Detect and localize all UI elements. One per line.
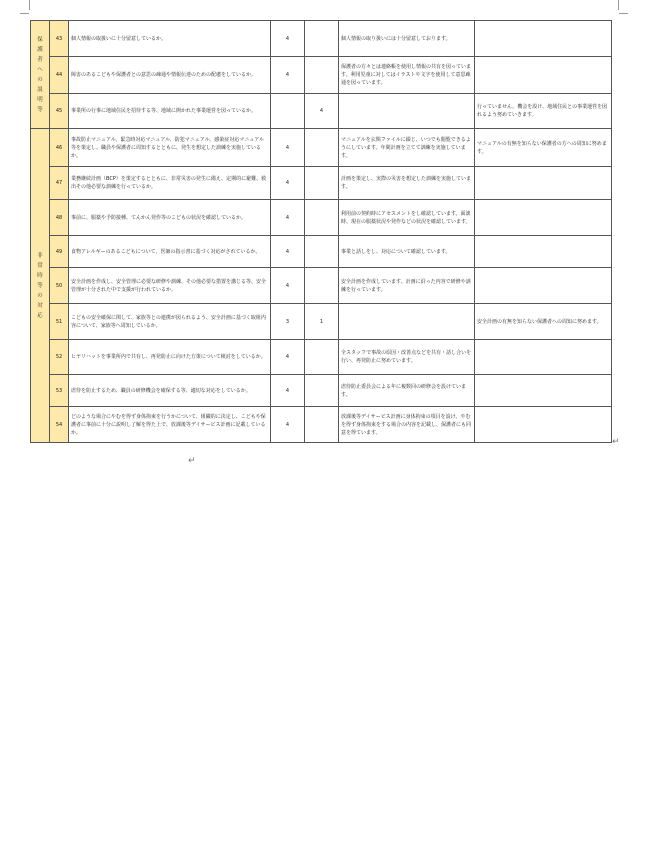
- question-cell: 個人情報の取扱いに十分留意しているか。: [69, 21, 271, 57]
- table-row: [31, 407, 612, 443]
- row-number: 47: [50, 167, 69, 200]
- question-cell: 業務継続計画（BCP）を策定するとともに、非常災害の発生に備え、定期的に避難、救出その他必要な訓練を行っているか。: [69, 167, 271, 200]
- category-cell: 保護者への説明等: [31, 21, 50, 129]
- comment-cell: 利用前の契約時にアセスメントをし確認しています。面談時、現在の服薬状況や発作などの状況を確認しています。: [339, 200, 475, 236]
- improvement-cell: [475, 236, 612, 268]
- comment-cell: 個人情報の取り扱いには十分留意しております。: [339, 21, 475, 57]
- table-row: [31, 340, 612, 375]
- question-cell: どのような場合にやむを得ず身体拘束を行うかについて、組織的に決定し、こどもや保護者に事前に十分に説明し了解を得た上で、放課後等デイサービス計画に記載しているか。: [69, 407, 271, 443]
- yes-count: 4: [271, 407, 305, 443]
- question-cell: 事前に、服薬や予防接種、てんかん発作等のこどもの状況を確認しているか。: [69, 200, 271, 236]
- row-number: 48: [50, 200, 69, 236]
- crop-mark: [20, 13, 29, 14]
- question-cell: 安全計画を作成し、安全管理に必要な研修や訓練、その他必要な措置を講じる等、安全管理が十分された中で支援が行われているか。: [69, 268, 271, 304]
- improvement-cell: 行っていません。機会を設け、地域住民との事業運営を図れるよう努めていきます。: [475, 94, 612, 129]
- no-count: [305, 57, 339, 94]
- crop-mark: [619, 13, 628, 14]
- improvement-cell: [475, 200, 612, 236]
- no-count: [305, 236, 339, 268]
- row-number: 43: [50, 21, 69, 57]
- comment-cell: 保護者の方々とは連絡帳を使用し情報の共有を図っています。利用児童に対してはイラストや文字を使用して意思疎通を図っています。: [339, 57, 475, 94]
- yes-count: 4: [271, 200, 305, 236]
- question-cell: 食物アレルギーのあるこどもについて、医師の指示書に基づく対応がされているか。: [69, 236, 271, 268]
- comment-cell: マニュアルを玄関ファイルに綴じ、いつでも閲覧できるようにしています。年間計画を立てて訓練を実施しています。: [339, 129, 475, 167]
- comment-cell: [339, 304, 475, 340]
- yes-count: 4: [271, 129, 305, 167]
- yes-count: 4: [271, 375, 305, 407]
- comment-cell: 安全計画を作成しています。計画に沿った内容で研修や訓練を行っています。: [339, 268, 475, 304]
- improvement-cell: 安全計画の有無を知らない保護者への周知に努めます。: [475, 304, 612, 340]
- no-count: [305, 407, 339, 443]
- yes-count: 3: [271, 304, 305, 340]
- improvement-cell: [475, 340, 612, 375]
- question-cell: 虐待を防止するため、職員の研修機会を確保する等、適切な対応をしているか。: [69, 375, 271, 407]
- row-number: 45: [50, 94, 69, 129]
- no-count: [305, 340, 339, 375]
- paragraph-mark: ↵: [188, 456, 196, 466]
- row-number: 52: [50, 340, 69, 375]
- paragraph-mark: ↵: [612, 437, 620, 447]
- improvement-cell: マニュアルの有無を知らない保護者の方への周知に努めます。: [475, 129, 612, 167]
- no-count: [305, 129, 339, 167]
- row-number: 49: [50, 236, 69, 268]
- yes-count: 4: [271, 268, 305, 304]
- question-cell: ヒヤリハットを事業所内で共有し、再発防止に向けた方策について検討をしているか。: [69, 340, 271, 375]
- no-count: [305, 21, 339, 57]
- table-row: [31, 375, 612, 407]
- no-count: 1: [305, 304, 339, 340]
- no-count: 4: [305, 94, 339, 129]
- comment-cell: 虐待防止委員会による年に複数回の研修会を設けています。: [339, 375, 475, 407]
- no-count: [305, 268, 339, 304]
- improvement-cell: [475, 268, 612, 304]
- comment-cell: 計画を策定し、実際の災害を想定した訓練を実施しています。: [339, 167, 475, 200]
- crop-mark: [618, 0, 619, 10]
- evaluation-table: [30, 20, 612, 443]
- question-cell: こどもの安全確保に関して、家族等との連携が図られるよう、安全計画に基づく取組内容について、家族等へ周知しているか。: [69, 304, 271, 340]
- category-cell: 非常時等の対応: [31, 129, 50, 443]
- table-row: [31, 57, 612, 94]
- improvement-cell: [475, 375, 612, 407]
- yes-count: [271, 94, 305, 129]
- comment-cell: 全スタッフで事故の原因・改善点などを共有・話し合いを行い、再発防止に努めています。: [339, 340, 475, 375]
- table-row: [31, 129, 612, 167]
- improvement-cell: [475, 57, 612, 94]
- row-number: 50: [50, 268, 69, 304]
- table-row: [31, 167, 612, 200]
- question-cell: 事業所の行事に地域住民を招待する等、地域に開かれた事業運営を図っているか。: [69, 94, 271, 129]
- row-number: 54: [50, 407, 69, 443]
- crop-mark: [29, 0, 30, 10]
- table-row: [31, 94, 612, 129]
- yes-count: 4: [271, 167, 305, 200]
- table-row: [31, 268, 612, 304]
- row-number: 44: [50, 57, 69, 94]
- comment-cell: [339, 94, 475, 129]
- yes-count: 4: [271, 21, 305, 57]
- no-count: [305, 200, 339, 236]
- comment-cell: 放課後等デイサービス計画に身体拘束の項目を設け、やむを得ず身体拘束をする場合の内容を記載し、保護者にも同意を得ています。: [339, 407, 475, 443]
- no-count: [305, 375, 339, 407]
- improvement-cell: [475, 407, 612, 443]
- yes-count: 4: [271, 340, 305, 375]
- table-row: [31, 304, 612, 340]
- table-row: [31, 200, 612, 236]
- row-number: 53: [50, 375, 69, 407]
- yes-count: 4: [271, 236, 305, 268]
- comment-cell: 事業と話しをし、対応について確認しています。: [339, 236, 475, 268]
- table-row: [31, 236, 612, 268]
- row-number: 46: [50, 129, 69, 167]
- question-cell: 障害のあるこどもや保護者との意思の疎通や情報伝達のための配慮をしているか。: [69, 57, 271, 94]
- question-cell: 事故防止マニュアル、緊急時対応マニュアル、防犯マニュアル、感染症対応マニュアル等を策定し、職員や保護者に周知するとともに、発生を想定した訓練を実施しているか。: [69, 129, 271, 167]
- improvement-cell: [475, 21, 612, 57]
- no-count: [305, 167, 339, 200]
- row-number: 51: [50, 304, 69, 340]
- yes-count: 4: [271, 57, 305, 94]
- table-row: [31, 21, 612, 57]
- improvement-cell: [475, 167, 612, 200]
